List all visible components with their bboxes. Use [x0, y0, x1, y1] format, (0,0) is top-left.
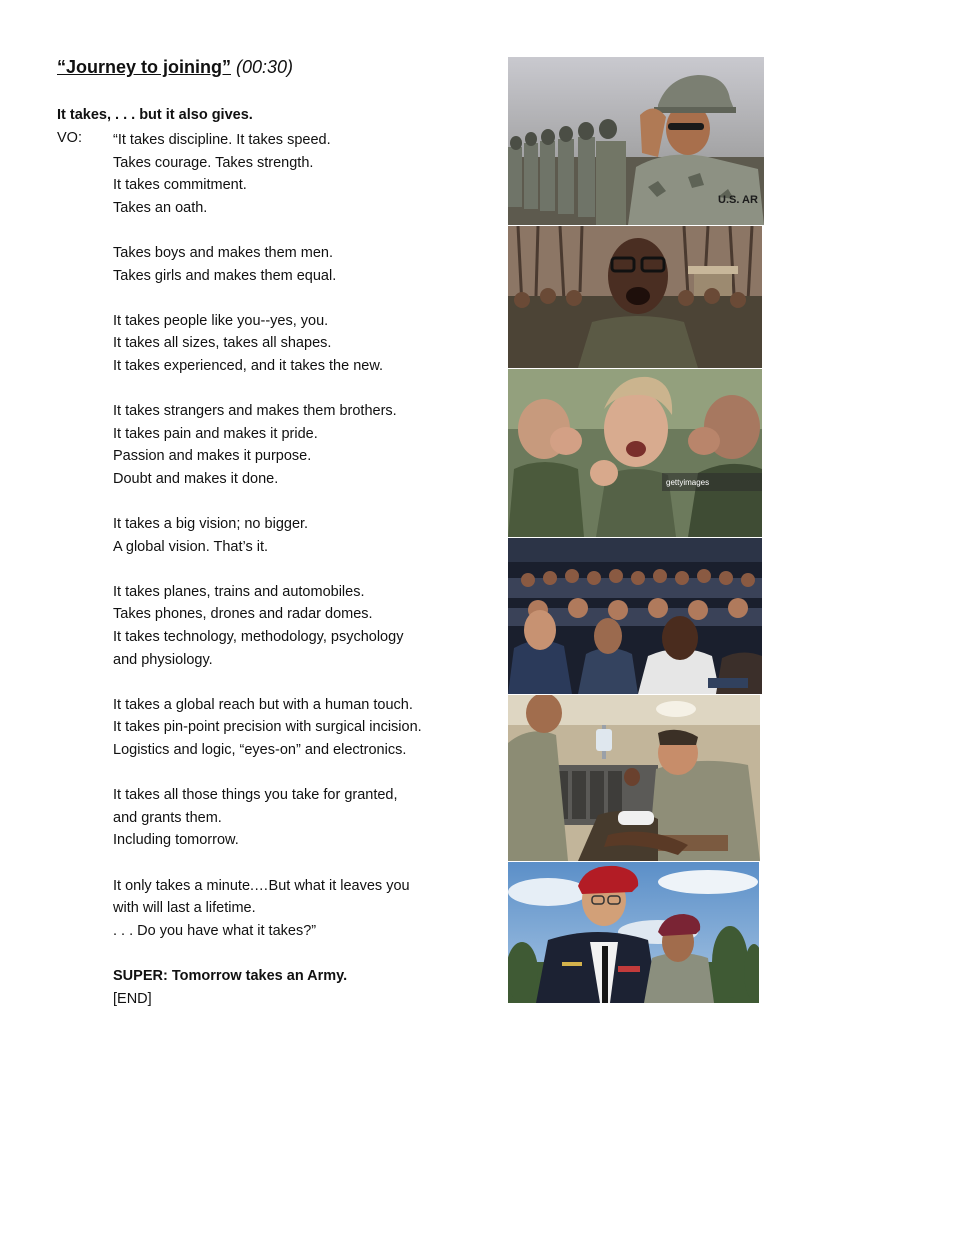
script-stanza: [113, 784, 422, 852]
script-line: It takes a global reach but with a human touch.: [113, 696, 413, 713]
script-line: It takes planes, trains and automobiles.: [113, 583, 365, 600]
script-line: It takes technology, methodology, psychology: [113, 629, 404, 646]
vo-label: VO:: [57, 130, 82, 146]
script-stanza: [113, 242, 422, 287]
script-line: with will last a lifetime.: [113, 900, 256, 917]
script-line: Takes girls and makes them equal.: [113, 267, 337, 284]
script-stanza: [113, 513, 422, 558]
script-line: and grants them.: [113, 809, 222, 826]
script-line: It takes pain and makes it pride.: [113, 425, 318, 442]
script-stanza: [113, 581, 422, 671]
super-line: SUPER: Tomorrow takes an Army.: [113, 967, 348, 984]
photo-soldiers-saluting: [508, 57, 764, 225]
script-line: and physiology.: [113, 651, 213, 668]
photo-recruit-shouting: [508, 226, 762, 368]
script-heading: It takes, . . . but it also gives.: [57, 107, 253, 123]
photo-field-medics: [508, 695, 760, 861]
script-line: Takes boys and makes them men.: [113, 244, 334, 261]
script-line: It takes people like you--yes, you.: [113, 312, 329, 329]
script-line: It takes all sizes, takes all shapes.: [113, 335, 332, 352]
script-line: It takes experienced, and it takes the new.: [113, 357, 384, 374]
script-line: A global vision. That’s it.: [113, 538, 269, 555]
script-stanza: [113, 400, 422, 490]
script-stanza: [113, 310, 422, 378]
photo-recruits-seated: [508, 538, 762, 694]
script-line: “It takes discipline. It takes speed.: [113, 132, 331, 148]
script-line: It takes pin-point precision with surgical incision.: [113, 719, 422, 736]
getty-watermark: gettyimages: [666, 478, 710, 487]
script-stanza: [113, 694, 422, 762]
script-line: Takes courage. Takes strength.: [113, 154, 314, 171]
script-line: Takes an oath.: [113, 199, 208, 216]
script-line: It takes all those things you take for granted,: [113, 787, 398, 804]
script-line: It takes strangers and makes them brothers.: [113, 403, 397, 420]
photo-red-beret-soldiers: [508, 862, 759, 1003]
script-line: Including tomorrow.: [113, 832, 239, 849]
script-stanza: [113, 875, 422, 943]
voiceover-script: [113, 129, 422, 1010]
title-main: “Journey to joining”: [57, 57, 231, 77]
script-stanza: [113, 129, 422, 219]
script-line: Logistics and logic, “eyes-on” and electronics.: [113, 742, 407, 759]
script-line: It takes a big vision; no bigger.: [113, 516, 309, 533]
end-marker: [END]: [113, 990, 152, 1007]
script-line: It takes commitment.: [113, 177, 247, 194]
photo-name-tag: U.S. AR: [718, 194, 758, 206]
script-line: Takes phones, drones and radar domes.: [113, 606, 373, 623]
script-line: Doubt and makes it done.: [113, 470, 279, 487]
photo-recruits-fists-raised: [508, 369, 762, 537]
script-line: Passion and makes it purpose.: [113, 448, 312, 465]
title-duration: (00:30): [236, 57, 294, 77]
script-title: [57, 57, 293, 78]
script-line: . . . Do you have what it takes?”: [113, 922, 317, 939]
script-line: It only takes a minute.…But what it leaves you: [113, 877, 410, 894]
